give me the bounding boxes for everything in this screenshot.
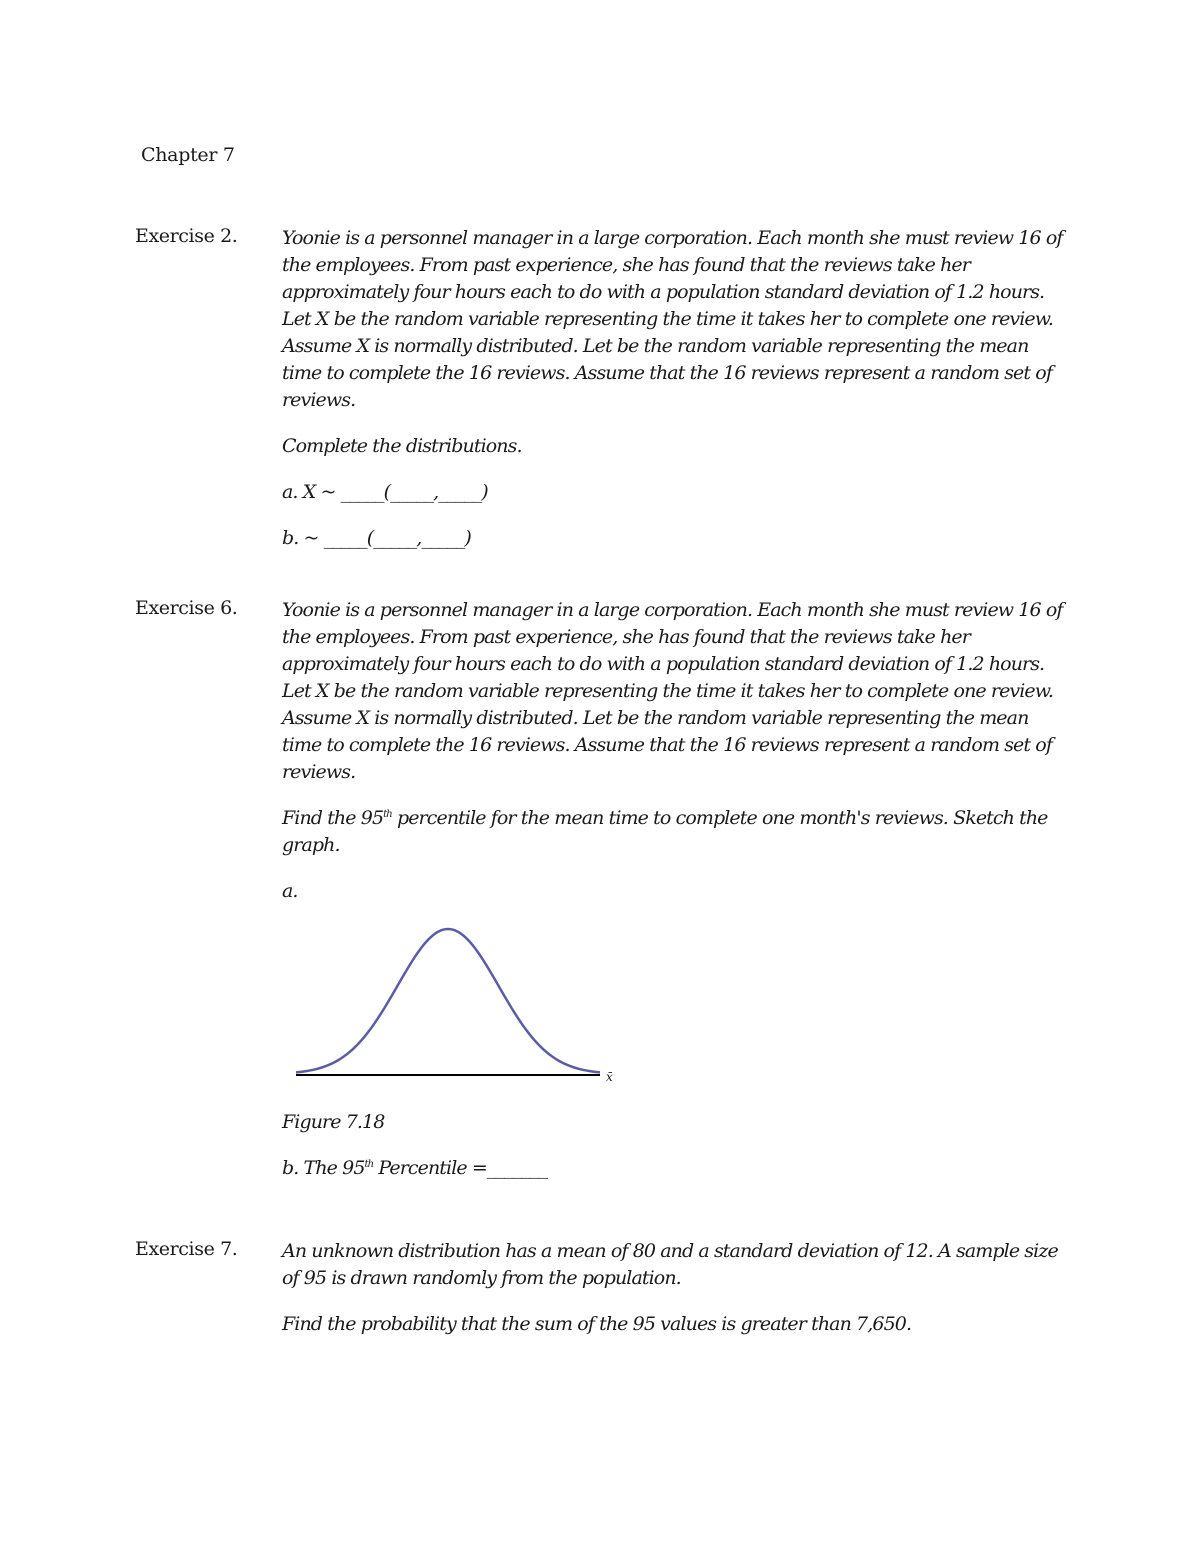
- exercise-2-part-b: b. ~ _____(_____,_____): [282, 527, 471, 549]
- exercise-2-label: Exercise 2.: [135, 225, 238, 247]
- chapter-title: Chapter 7: [141, 144, 235, 166]
- exercise-6-instruction: [282, 805, 1072, 859]
- x-axis-label: x̄: [606, 1070, 613, 1084]
- exercise-6-body: [282, 597, 1072, 1201]
- exercise-2-part-a: a. X ~ _____(_____,_____): [282, 481, 488, 503]
- normal-curve-line: [296, 929, 600, 1072]
- normal-curve-svg: [282, 923, 622, 1093]
- normal-curve-figure: [282, 923, 622, 1093]
- exercise-6-part-b: [282, 1155, 1072, 1182]
- exercise-7-instruction: Find the probability that the sum of the 95 values is greater than 7,650.: [282, 1313, 912, 1335]
- figure-caption: Figure 7.18: [282, 1111, 385, 1133]
- exercise-7-body: [282, 1238, 1072, 1357]
- exercise-2-prompt: Yoonie is a personnel manager in a large corporation. Each month she must review 16 of the employees. From past experience, she has found that the reviews take her approximately four hours each to do with a population standard deviation of 1.2 hours. Let X be the random variable representing the time it takes her to complete one review. Assume X is normally distributed. Let be the random variable representing the mean time to complete the 16 reviews. Assume that the 16 reviews represent a random set of reviews.: [282, 227, 1063, 411]
- exercise-6-part-a: a.: [282, 880, 298, 902]
- exercise-6-instruction-pre: Find the 95: [282, 807, 384, 829]
- exercise-6-instruction-sup: th: [383, 809, 392, 820]
- exercise-2-body: [282, 225, 1072, 571]
- exercise-6-prompt: Yoonie is a personnel manager in a large corporation. Each month she must review 16 of the employees. From past experience, she has found that the reviews take her approximately four hours each to do with a population standard deviation of 1.2 hours. Let X be the random variable representing the time it takes her to complete one review. Assume X is normally distributed. Let be the random variable representing the mean time to complete the 16 reviews. Assume that the 16 reviews represent a random set of reviews.: [282, 599, 1063, 783]
- exercise-7-prompt: An unknown distribution has a mean of 80 and a standard deviation of 12. A sample size of 95 is drawn randomly from the population.: [282, 1240, 1058, 1289]
- exercise-2-instruction: Complete the distributions.: [282, 435, 522, 457]
- exercise-6-part-b-sup: th: [364, 1159, 374, 1170]
- exercise-6-part-b-pre: b. The 95: [282, 1157, 365, 1179]
- exercise-7-label: Exercise 7.: [135, 1238, 238, 1260]
- exercise-6-label: Exercise 6.: [135, 597, 238, 619]
- exercise-6-part-b-post: Percentile =_______: [373, 1157, 548, 1179]
- exercise-6-instruction-post: percentile for the mean time to complete one month's reviews. Sketch the graph.: [282, 807, 1048, 856]
